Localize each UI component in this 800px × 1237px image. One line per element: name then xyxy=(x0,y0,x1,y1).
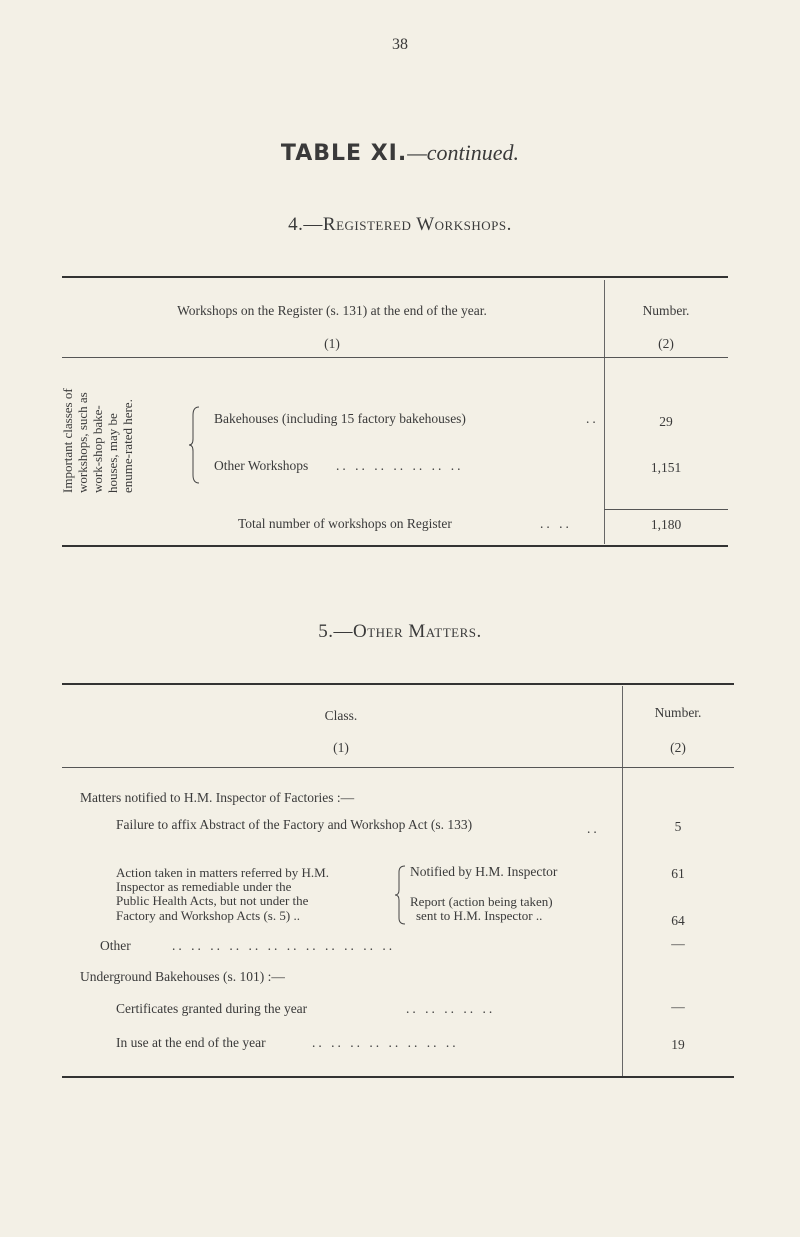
table-title-suffix: —continued. xyxy=(407,140,520,165)
section5-header-rule xyxy=(62,767,734,768)
section4-top-rule xyxy=(62,276,728,278)
section4-row-bakehouses-value: 29 xyxy=(659,414,673,429)
section4-total-label: Total number of workshops on Register xyxy=(238,516,452,531)
section4-total-dots: .. .. xyxy=(540,516,572,531)
section5-heading: 5.—Other Matters. xyxy=(318,621,482,642)
in-use-dots: .. .. .. .. .. .. .. .. xyxy=(312,1035,459,1050)
other-dots: .. .. .. .. .. .. .. .. .. .. .. .. xyxy=(172,938,396,953)
report-line-1: Report (action being taken) xyxy=(410,894,553,909)
action-line-1: Action taken in matters referred by H.M. xyxy=(116,865,329,880)
certificates-label: Certificates granted during the year xyxy=(116,1001,308,1016)
section4-row-other-dots: .. .. .. .. .. .. .. xyxy=(336,458,464,473)
section4-col1-number: (1) xyxy=(324,336,340,351)
in-use-label: In use at the end of the year xyxy=(116,1035,266,1050)
section4-col1-header: Workshops on the Register (s. 131) at the end of the year. xyxy=(177,303,487,318)
action-line-4: Factory and Workshop Acts (s. 5) .. xyxy=(116,908,300,923)
section5-bottom-rule xyxy=(62,1076,734,1078)
action-brace xyxy=(395,864,407,931)
page-number: 38 xyxy=(392,36,408,53)
table-title xyxy=(0,140,800,166)
section4-row-other-label: Other Workshops xyxy=(214,458,309,473)
section4-bottom-rule xyxy=(62,545,728,547)
report-value: 64 xyxy=(671,913,685,928)
section4-col2-header: Number. xyxy=(642,303,690,318)
report-line-2: sent to H.M. Inspector .. xyxy=(416,908,543,923)
certificates-dots: .. .. .. .. .. xyxy=(406,1001,496,1016)
section5-col2-header: Number. xyxy=(654,705,702,720)
in-use-value: 19 xyxy=(671,1037,685,1052)
section4-brace xyxy=(189,405,201,487)
section4-total-value: 1,180 xyxy=(650,517,682,532)
section4-row-other-value: 1,151 xyxy=(650,460,682,475)
section5-col1-number: (1) xyxy=(333,740,349,755)
other-value: — xyxy=(671,936,685,951)
section4-row-bakehouses-label: Bakehouses (including 15 factory bakehouses) xyxy=(214,411,466,426)
notified-value: 61 xyxy=(671,866,685,881)
section4-col2-number: (2) xyxy=(658,336,674,351)
table-title-main: TABLE XI. xyxy=(280,141,408,166)
section4-side-label: Important classes of workshops, such as work-shop bake-houses, may be enume-rated here. xyxy=(60,388,135,493)
matters-heading: Matters notified to H.M. Inspector of Factories :— xyxy=(80,790,355,805)
section5-col1-header: Class. xyxy=(324,708,358,723)
section4-total-rule xyxy=(604,509,728,510)
section4-header-rule xyxy=(62,357,728,358)
section4-row-bakehouses-dots: .. xyxy=(586,411,599,426)
section4-heading: 4.—Registered Workshops. xyxy=(288,214,512,235)
failure-label: Failure to affix Abstract of the Factory and Workshop Act (s. 133) xyxy=(116,817,473,832)
section5-top-rule xyxy=(62,683,734,685)
section5-col2-number: (2) xyxy=(670,740,686,755)
underground-heading: Underground Bakehouses (s. 101) :— xyxy=(80,969,285,984)
section4-column-divider xyxy=(604,280,605,544)
failure-value: 5 xyxy=(674,819,682,834)
certificates-value: — xyxy=(671,999,685,1014)
failure-dots: .. xyxy=(587,821,600,836)
action-line-3: Public Health Acts, but not under the xyxy=(116,893,309,908)
action-line-2: Inspector as remediable under the xyxy=(116,879,292,894)
notified-label: Notified by H.M. Inspector xyxy=(410,864,558,879)
other-label: Other xyxy=(100,938,131,953)
